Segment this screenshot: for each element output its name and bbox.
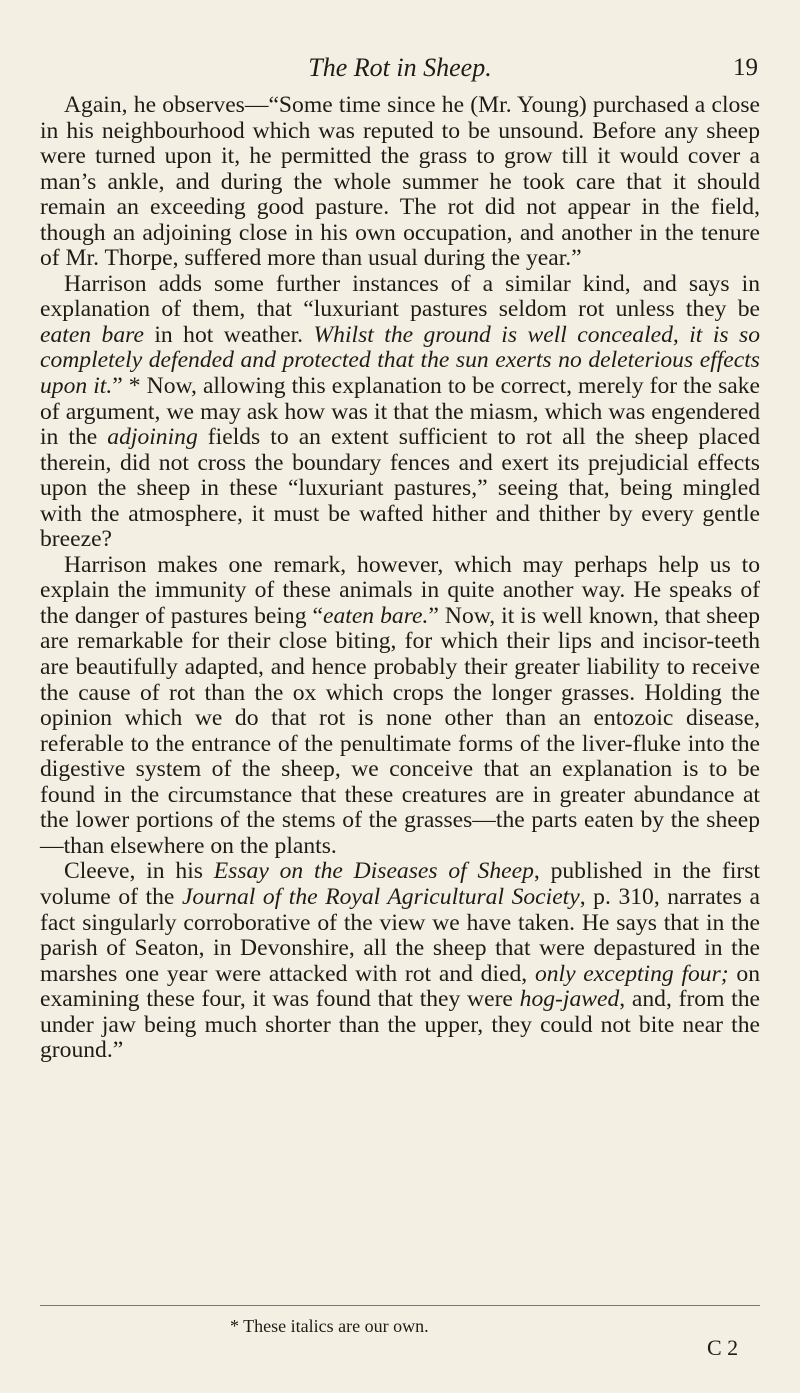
text-segment: , and, from the under jaw being much shorter than the upper, they could not bite near the ground.” <box>40 986 761 1064</box>
italic-text-segment: eaten bare. <box>323 602 429 629</box>
body-text <box>40 93 760 1064</box>
italic-text-segment: Essay on the Diseases of Sheep <box>213 858 534 885</box>
text-segment: fields to an extent sufficient to rot all the sheep placed therein, did not cross the boundary fences and exert its prejudicial effects upon the sheep in these “luxuriant pastures,” seeing that, being mingled with the atmosphere, it must be wafted hither and thither by every gentle breeze? <box>40 424 760 553</box>
footnote-divider <box>40 1305 760 1306</box>
text-segment: , published in the first volume of the <box>40 858 760 910</box>
page-number: 19 <box>733 54 758 81</box>
text-segment: on examining these four, it was found that they were <box>40 960 761 1013</box>
footnote: * These italics are our own. <box>230 1316 429 1336</box>
italic-text-segment: Whilst the ground is well concealed, it is so completely defended and protected that the sun exerts no deleterious effects upon it. <box>40 321 760 400</box>
paragraph-4 <box>40 859 760 1063</box>
italic-text-segment: only excepting four; <box>534 960 729 987</box>
italic-text-segment: hog-jawed <box>519 986 620 1013</box>
paragraph-1 <box>40 93 760 272</box>
paragraph-3 <box>40 553 760 860</box>
text-segment: ” * Now, allowing this explanation to be correct, merely for the sake of argument, we may ask how was it that the miasm, which was engendered in the <box>40 373 760 451</box>
signature-mark: C 2 <box>707 1335 739 1360</box>
text-segment: Harrison adds some further instances of a similar kind, and says in explanation of them, that “luxuriant pastures seldom rot unless they be <box>40 270 760 323</box>
text-segment: Harrison makes one remark, however, which may perhaps help us to explain the immunity of these animals in quite another way. He speaks of the danger of pastures being “ <box>40 551 760 629</box>
paragraph-2 <box>40 272 760 553</box>
text-segment: Again, he observes—“Some time since he (Mr. Young) purchased a close in his neighbourhood which was reputed to be unsound. Before any sheep were turned upon it, he permitted the grass to grow till it would cover a man’s ankle, and during the whole summer he took care that it should remain an exceeding good pasture. The rot did not appear in the field, though an adjoining close in his own occupation, and another in the tenure of Mr. Thorpe, suffered more than usual during the year.” <box>40 92 760 272</box>
running-head <box>0 48 800 88</box>
text-segment: , p. 310, narrates a fact singularly corroborative of the view we have taken. He says that in the parish of Seaton, in Devonshire, all the sheep that were depastured in the marshes one year were attacked with rot and died, <box>40 883 760 987</box>
italic-text-segment: adjoining <box>107 424 198 451</box>
text-segment: ” Now, it is well known, that sheep are remarkable for their close biting, for which their lips and incisor-teeth are beautifully adapted, and hence probably their greater liability to receive the cause of rot than the ox which crops the longer grasses. Holding the opinion which we do that rot is none other than an entozoic disease, referable to the entrance of the penultimate forms of the liver-fluke into the digestive system of the sheep, we conceive that an explanation is to be found in the circumstance that these creatures are in greater abundance at the lower portions of the stems of the grasses—the parts eaten by the sheep—than elsewhere on the plants. <box>40 602 760 859</box>
italic-text-segment: eaten bare <box>40 321 144 348</box>
running-title: The Rot in Sheep. <box>308 53 492 82</box>
text-segment: in hot weather. <box>143 321 314 348</box>
text-segment: Cleeve, in his <box>64 858 214 885</box>
italic-text-segment: Journal of the Royal Agricultural Society <box>181 883 580 910</box>
